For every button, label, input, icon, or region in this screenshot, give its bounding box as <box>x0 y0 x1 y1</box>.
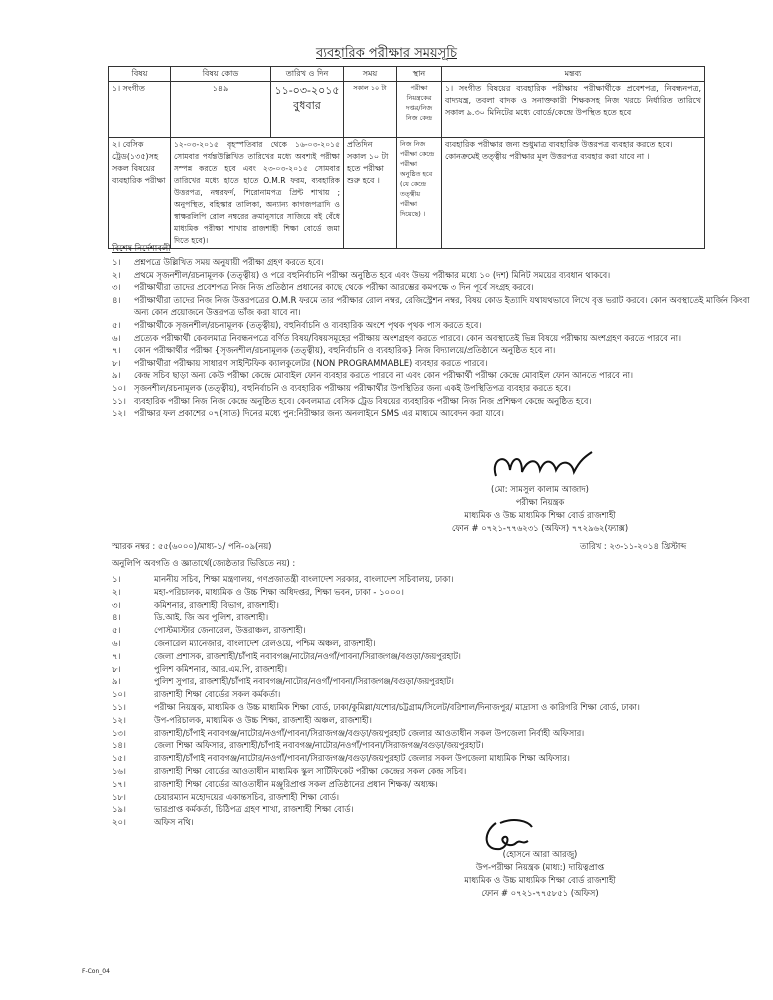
signature-1 <box>488 448 598 484</box>
item-text: পরীক্ষার্থীরা পরীক্ষায় সাধারণ সাইন্টিফিক ক্যালকুলেটর (NON PROGRAMMABLE) ব্যবহার করতে পারবে। <box>134 357 488 368</box>
cell-code: ১৪৯ <box>171 82 271 138</box>
list-item <box>112 344 752 357</box>
cell-time: প্রতিদিন সকাল ১০ টা হতে পরীক্ষা শুরু হবে । <box>344 138 397 249</box>
col-subject: বিষয় <box>109 67 171 82</box>
cell-date <box>271 82 344 138</box>
list-item <box>112 256 752 269</box>
item-text: ব্যবহারিক পরীক্ষা নিজ নিজ কেন্দ্রে অনুষ্ঠিত হবে। কেবলমাত্র বেসিক ট্রেড বিষয়ের ব্যবহারিক পরীক্ষা নিজ নিজ প্রশিক্ষণ কেন্দ্রে অনুষ্ঠিত হবে। <box>134 395 592 406</box>
list-item <box>112 332 752 345</box>
item-number: ১০। <box>112 689 126 700</box>
item-number: ২০। <box>112 817 126 828</box>
list-item <box>112 624 752 637</box>
cell-place: পরীক্ষা নিয়ন্ত্রকের দপ্তর/নিজ নিজ কেন্দ্র <box>397 82 442 138</box>
signatory-name: (মো: সামসুল কালাম আজাদ) <box>491 484 589 494</box>
item-number: ৬। <box>112 332 121 343</box>
signatory-office: মাধ্যমিক ও উচ্চ মাধ্যমিক শিক্ষা বোর্ড রাজশাহী <box>464 875 616 885</box>
signatory-phone: ফোন # ০৭২১-৭৭৫৮৫১ (অফিস) <box>481 888 599 898</box>
item-text: প্রত্যেক পরীক্ষার্থী কেবলমাত্র নিবন্ধনপত্রে বর্ণিত বিষয়/বিষয়সমূহের পরীক্ষায় অংশগ্রহণ করতে পারবে। কোন অবস্থাতেই ভিন্ন বিষয়ে পরীক্ষায় অংশগ্রহণ করতে পারবে না। <box>134 332 681 343</box>
footer-code: F-Con_04 <box>82 968 110 975</box>
item-text: অফিস নথি। <box>154 817 194 828</box>
list-item <box>112 739 752 752</box>
cell-subject: ২। বেসিক ট্রেড(১৩৫)সহ সকল বিষয়ের ব্যবহারিক পরীক্ষা <box>109 138 171 249</box>
item-number: ১২। <box>112 408 126 419</box>
cell-place: নিজ নিজ পরীক্ষা কেন্দ্রে পরীক্ষা অনুষ্ঠিত হবে (যে কেন্দ্রে তত্ত্বীয় পরীক্ষা দিয়েছে) । <box>397 138 442 249</box>
list-item <box>112 357 752 370</box>
list-item <box>112 637 752 650</box>
list-item <box>112 714 752 727</box>
item-text: কোন পরীক্ষার্থীর পরীক্ষা {সৃজনশীল/রচনামূলক (তত্ত্বীয়), বহুনির্বাচনি ও ব্যবহারিক} নিজ বিদ্যালয়ে/প্রতিষ্ঠানে অনুষ্ঠিত হবে না। <box>134 345 556 356</box>
signatory-designation: পরীক্ষা নিয়ন্ত্রক <box>515 497 565 507</box>
list-item <box>112 727 752 740</box>
list-item <box>112 791 752 804</box>
list-item <box>112 319 752 332</box>
signatory-2 <box>420 848 660 900</box>
item-number: ১৪। <box>112 740 126 751</box>
item-number: ১৩। <box>112 727 126 738</box>
item-number: ১। <box>112 257 121 267</box>
cell-remark: ১। সংগীত বিষয়ের ব্যবহারিক পরীক্ষায় পরীক্ষার্থীকে প্রবেশপত্র, নিবন্ধনপত্র, বাদ্যযন্ত্র, তবলা বাদক ও সনাক্তকারী শিক্ষকসহ নিজ খরচে নির্ধারিত তারিখে সকাল ৯.৩০ মিনিটের মধ্যে বোর্ডে/কেন্দ্রে উপস্থিত হতে হবে <box>442 82 705 138</box>
col-date: তারিখ ও দিন <box>271 67 344 82</box>
item-number: ৮। <box>112 663 121 674</box>
item-number: ৩। <box>112 599 121 610</box>
item-number: ২। <box>112 586 121 597</box>
item-number: ১১। <box>112 701 126 712</box>
table-row <box>109 82 705 138</box>
item-number: ১২। <box>112 714 126 725</box>
table-row <box>109 138 705 249</box>
item-number: ১১। <box>112 395 126 406</box>
item-number: ৫। <box>112 319 121 330</box>
item-text: চেয়ারম্যান মহোদয়ের একান্তসচিব, রাজশাহী শিক্ষা বোর্ড। <box>154 791 339 802</box>
item-number: ৪। <box>112 294 121 305</box>
col-place: স্থান <box>397 67 442 82</box>
list-item <box>112 269 752 282</box>
col-time: সময় <box>344 67 397 82</box>
list-item <box>112 281 752 294</box>
cell-time: সকাল ১০ টা <box>344 82 397 138</box>
item-text: পুলিশ সুপার, রাজশাহী/চাঁপাই নবাবগঞ্জ/নাটোর/নওগাঁ/পাবনা/সিরাজগঞ্জ/বগুড়া/জয়পুরহাট। <box>154 676 454 687</box>
list-item <box>112 599 752 612</box>
signatory-name: (হোসনে আরা আরজু) <box>502 849 578 859</box>
item-text: ডি.আই. জি অব পুলিশ, রাজশাহী। <box>154 612 269 623</box>
item-text: মহা-পরিচালক, মাধ্যমিক ও উচ্চ শিক্ষা অধিদপ্তর, শিক্ষা ভবন, ঢাকা - ১০০০। <box>154 586 404 597</box>
schedule-table <box>108 66 705 249</box>
item-number: ৩। <box>112 282 121 293</box>
list-item <box>112 688 752 701</box>
list-item <box>112 395 752 408</box>
list-item <box>112 816 752 829</box>
list-item <box>112 701 752 714</box>
item-number: ১৯। <box>112 804 126 815</box>
item-number: ৭। <box>112 345 121 356</box>
item-text: সৃজনশীল/রচনামূলক (তত্ত্বীয়), বহুনির্বাচনি ও ব্যবহারিক পরীক্ষায় পরীক্ষার্থীর উপস্থিতির জন্য একই উপস্থিতিপত্র ব্যবহার করতে হবে। <box>134 382 571 393</box>
page-title: ব্যবহারিক পরীক্ষার সময়সূচি <box>315 46 457 61</box>
list-item <box>112 765 752 778</box>
memo-date: তারিখ : ২৩-১১-২০১৪ খ্রিস্টাব্দ <box>580 541 687 551</box>
item-text: রাজশাহী শিক্ষা বোর্ডের আওতাধীন মাধ্যমিক স্কুল সার্টিফিকেট পরীক্ষা কেন্দ্রের সকল কেন্দ্র সচিব। <box>154 765 467 776</box>
list-item <box>112 650 752 663</box>
col-remark: মন্তব্য <box>442 67 705 82</box>
table-header-row <box>109 67 705 82</box>
list-item <box>112 294 752 319</box>
item-number: ১৮। <box>112 791 126 802</box>
instructions-list <box>112 256 752 420</box>
copy-list <box>112 573 752 829</box>
item-text: পরীক্ষার্থীরা তাদের প্রবেশপত্র নিজ নিজ প্রতিষ্ঠান প্রধানের কাছে থেকে পরীক্ষা আরম্ভের কমপক্ষে ৩ দিন পূর্বে সংগ্রহ করবে। <box>134 282 534 293</box>
item-text: রাজশাহী শিক্ষা বোর্ডের আওতাধীন মঞ্জুরিপ্রাপ্ত সকল প্রতিষ্ঠানের প্রধান শিক্ষক/ অধ্যক্ষ। <box>154 778 438 789</box>
item-number: ৭। <box>112 650 121 661</box>
item-number: ১। <box>112 574 121 584</box>
memo-number: স্মারক নম্বর : ৫৫(৬০০০)/মাধ্য-১/ পনি-০৯(নয়) <box>112 541 272 551</box>
item-text: মাননীয় সচিব, শিক্ষা মন্ত্রণালয়, গণপ্রজাতন্ত্রী বাংলাদেশ সরকার, বাংলাদেশ সচিবালয়, ঢাকা। <box>154 574 454 584</box>
list-item <box>112 803 752 816</box>
list-item <box>112 675 752 688</box>
list-item <box>112 573 752 586</box>
item-number: ২। <box>112 269 121 280</box>
list-item <box>112 611 752 624</box>
signatory-designation: উপ-পরীক্ষা নিয়ন্ত্রক (মাধ্য:) দায়িত্বপ্রাপ্ত <box>475 862 605 872</box>
list-item <box>112 586 752 599</box>
item-text: পরীক্ষার ফল প্রকাশের ০৭(সাত) দিনের মধ্যে পুন:নিরীক্ষার জন্য অনলাইনে SMS এর মাধ্যমে আবেদন করা যাবে। <box>134 408 504 419</box>
item-text: পরীক্ষা নিয়ন্ত্রক, মাধ্যমিক ও উচ্চ মাধ্যমিক শিক্ষা বোর্ড, ঢাকা/কুমিল্লা/যশোর/চট্টগ্রাম/সিলেট/বরিশাল/দিনাজপুর/ মাদ্রাসা ও কারিগরি শিক্ষা বোর্ড, ঢাকা। <box>154 701 640 712</box>
date-text: ১১-০৩-২০১৫ <box>274 84 340 97</box>
item-text: পরীক্ষার্থীরা তাদের নিজ নিজ উত্তরপত্রের O.M.R ফরমে তার পরীক্ষার রোল নম্বর, রেজিস্ট্রেশন নম্বর, বিষয় কোড ইত্যাদি যথাযথভাবে লিখে বৃত্ত ভরাট করবে। কোন অবস্থাতেই মার্জিন কিংবা অন্য কোন প্রয়োজনে উত্তরপত্র ভাঁজ করা যাবে না। <box>134 294 750 318</box>
col-code: বিষয় কোড <box>171 67 271 82</box>
item-text: উপ-পরিচালক, মাধ্যমিক ও উচ্চ শিক্ষা, রাজশাহী অঞ্চল, রাজশাহী। <box>154 714 372 725</box>
item-text: জেলা শিক্ষা অফিসার, রাজশাহী/চাঁপাই নবাবগঞ্জ/নাটোর/নওগাঁ/পাবনা/সিরাজগঞ্জ/বগুড়া/জয়পুরহাট। <box>154 740 484 751</box>
item-text: কেন্দ্র সচিব ছাড়া অন্য কেউ পরীক্ষা কেন্দ্রে মোবাইল ফোন ব্যবহার করতে পারবে না এবং কোন পরীক্ষার্থী পরীক্ষা কেন্দ্রে মোবাইল ফোন আনতে পারবে না। <box>134 370 633 381</box>
signatory-1 <box>420 483 660 535</box>
item-text: প্রথমে সৃজনশীল/রচনামূলক (তত্ত্বীয়) ও পরে বহুনির্বাচনি পরীক্ষা অনুষ্ঠিত হবে এবং উভয় পরীক্ষার মধ্যে ১০ (দশ) মিনিট সময়ের ব্যবধান থাকবে। <box>134 269 611 280</box>
item-number: ১৫। <box>112 753 126 764</box>
item-number: ৫। <box>112 625 121 636</box>
item-number: ৯। <box>112 370 121 381</box>
item-text: পোস্টমাস্টার জেনারেল, উত্তরাঞ্চল, রাজশাহী। <box>154 625 306 636</box>
item-number: ৯। <box>112 676 121 687</box>
item-number: ১৬। <box>112 765 126 776</box>
list-item <box>112 778 752 791</box>
item-number: ১০। <box>112 382 126 393</box>
signatory-phone: ফোন # ০৭২১-৭৭৬২৩১ (অফিস) ৭৭২৯৬২(ফ্যাক্স) <box>451 523 629 533</box>
item-text: রাজশাহী/চাঁপাই নবাবগঞ্জ/নাটোর/নওগাঁ/পাবনা/সিরাজগঞ্জ/বগুড়া/জয়পুরহাট জেলার আওতাধীন সকল উপজেলা নির্বাহী অফিসার। <box>154 727 585 738</box>
item-text: পরীক্ষার্থীকে সৃজনশীল/রচনামূলক (তত্ত্বীয়), বহুনির্বাচনি ও ব্যবহারিক অংশে পৃথক পৃথক পাস করতে হবে। <box>134 319 482 330</box>
list-item <box>112 369 752 382</box>
item-text: জেনারেল ম্যানেজার, বাংলাদেশ রেলওয়ে, পশ্চিম অঞ্চল, রাজশাহী। <box>154 637 376 648</box>
cell-subject: ১। সংগীত <box>109 82 171 138</box>
item-text: রাজশাহী/চাঁপাই নবাবগঞ্জ/নাটোর/নওগাঁ/পাবনা/সিরাজগঞ্জ/বগুড়া/জয়পুরহাট জেলার সকল উপজেলা মাধ্যমিক শিক্ষা অফিসার। <box>154 753 570 764</box>
item-text: রাজশাহী শিক্ষা বোর্ডের সকল কর্মকর্তা। <box>154 689 281 700</box>
item-text: কমিশনার, রাজশাহী বিভাগ, রাজশাহী। <box>154 599 279 610</box>
item-text: ভারপ্রাপ্ত কর্মকর্তা, চিঠিপত্র গ্রহণ শাখা, রাজশাহী শিক্ষা বোর্ড। <box>154 804 354 815</box>
list-item <box>112 752 752 765</box>
day-text: বুধবার <box>293 99 321 112</box>
instructions-heading: বিশেষ নির্দেশাবলী <box>112 243 171 253</box>
cell-remark: ব্যবহারিক পরীক্ষার জন্য শুধুমাত্র ব্যবহারিক উত্তরপত্র ব্যবহার করতে হবে। কোনক্রমেই তত্ত্বীয় পরীক্ষার মূল উত্তরপত্র ব্যবহার করা যাবে না । <box>442 138 705 249</box>
signatory-office: মাধ্যমিক ও উচ্চ মাধ্যমিক শিক্ষা বোর্ড রাজশাহী <box>464 510 616 520</box>
item-text: জেলা প্রশাসক, রাজশাহী/চাঁপাই নবাবগঞ্জ/নাটোর/নওগাঁ/পাবনা/সিরাজগঞ্জ/বগুড়া/জয়পুরহাট। <box>154 650 461 661</box>
list-item <box>112 663 752 676</box>
item-number: ৬। <box>112 637 121 648</box>
item-number: ১৭। <box>112 778 126 789</box>
item-text: প্রশ্নপত্রে উল্লিখিত সময় অনুযায়ী পরীক্ষা গ্রহণ করতে হবে। <box>134 257 324 267</box>
item-number: ৮। <box>112 357 121 368</box>
list-item <box>112 382 752 395</box>
item-number: ৪। <box>112 612 121 623</box>
item-text: পুলিশ কমিশনার, আর.এম.পি, রাজশাহী। <box>154 663 287 674</box>
list-item <box>112 407 752 420</box>
cell-schedule: ১২-০৩-২০১৫ বৃহস্পতিবার থেকে ১৬-০৩-২০১৫ সোমবার পর্যন্তউল্লিখিত তারিখের মধ্যে অবশ্যই পরীক্ষা সম্পন্ন করতে হবে এবং ২৩-০৩-২০১৫ সোমবার তারিখের মধ্যে হাতে হাতে O.M.R ফরম, ব্যবহারিক উত্তরপত্র, নম্বরফর্দ, শিরোনামপত্র প্রিন্ট শাখায় ; অনুপস্থিত, বহিস্কার তালিকা, অন্যান্য কাগজপত্রাদি ও স্বাক্ষরলিপি রোল নম্বরের ক্রমানুসারে সাজিয়ে বই বেঁধে মাধ্যমিক পরীক্ষা শাখায় রাজশাহী শিক্ষা বোর্ডে জমা দিতে হবে)। <box>171 138 344 249</box>
copy-heading: অনুলিপি অবগতি ও জ্ঞাতার্থে(জ্যেষ্ঠতার ভিত্তিতে নয়) : <box>112 558 296 568</box>
